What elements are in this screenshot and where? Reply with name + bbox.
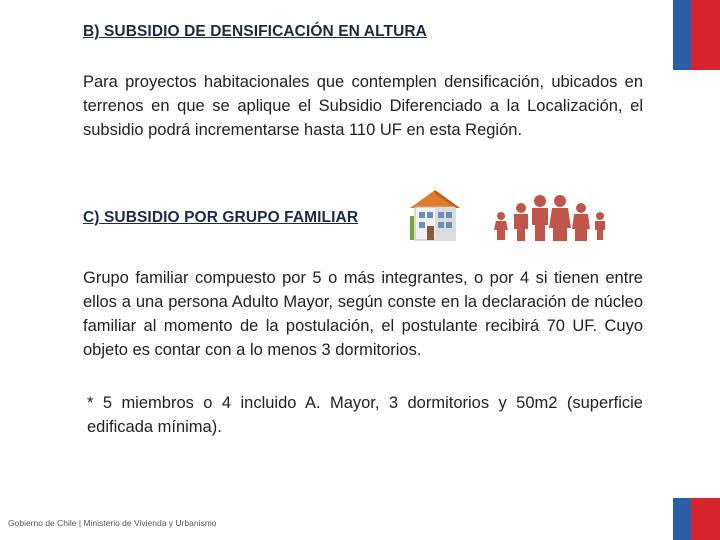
- section-c-body: Grupo familiar compuesto por 5 o más integrantes, o por 4 si tienen entre ellos a una persona Adulto Mayor, según conste en la declaración de núcleo familiar al momento de la postulación, el postulante recibirá 70 UF. Cuyo objeto es contar con a lo menos 3 dormitorios.: [83, 269, 643, 359]
- section-c-title: C) SUBSIDIO POR GRUPO FAMILIAR: [83, 209, 359, 226]
- chile-flag-stripe-top: [673, 0, 720, 70]
- section-c-note: * 5 miembros o 4 incluido A. Mayor, 3 dormitorios y 50m2 (superficie edificada mínima).: [87, 394, 643, 436]
- section-b-body: Para proyectos habitacionales que contemplen densificación, ubicados en terrenos en que se aplique el Subsidio Diferenciado a la Localización, el subsidio podrá incrementarse hasta 110 UF en esta Región.: [83, 73, 643, 139]
- chile-flag-stripe-bottom: [673, 498, 720, 540]
- flag-blue-band: [673, 0, 691, 70]
- flag-red-band: [691, 498, 720, 540]
- flag-red-band: [691, 0, 720, 70]
- section-b-title: B) SUBSIDIO DE DENSIFICACIÓN EN ALTURA: [83, 23, 427, 40]
- flag-blue-band: [673, 498, 691, 540]
- footer-text: Gobierno de Chile | Ministerio de Vivienda y Urbanismo: [8, 518, 217, 528]
- house-building-icon: [406, 186, 464, 242]
- family-group-icon: [492, 192, 610, 242]
